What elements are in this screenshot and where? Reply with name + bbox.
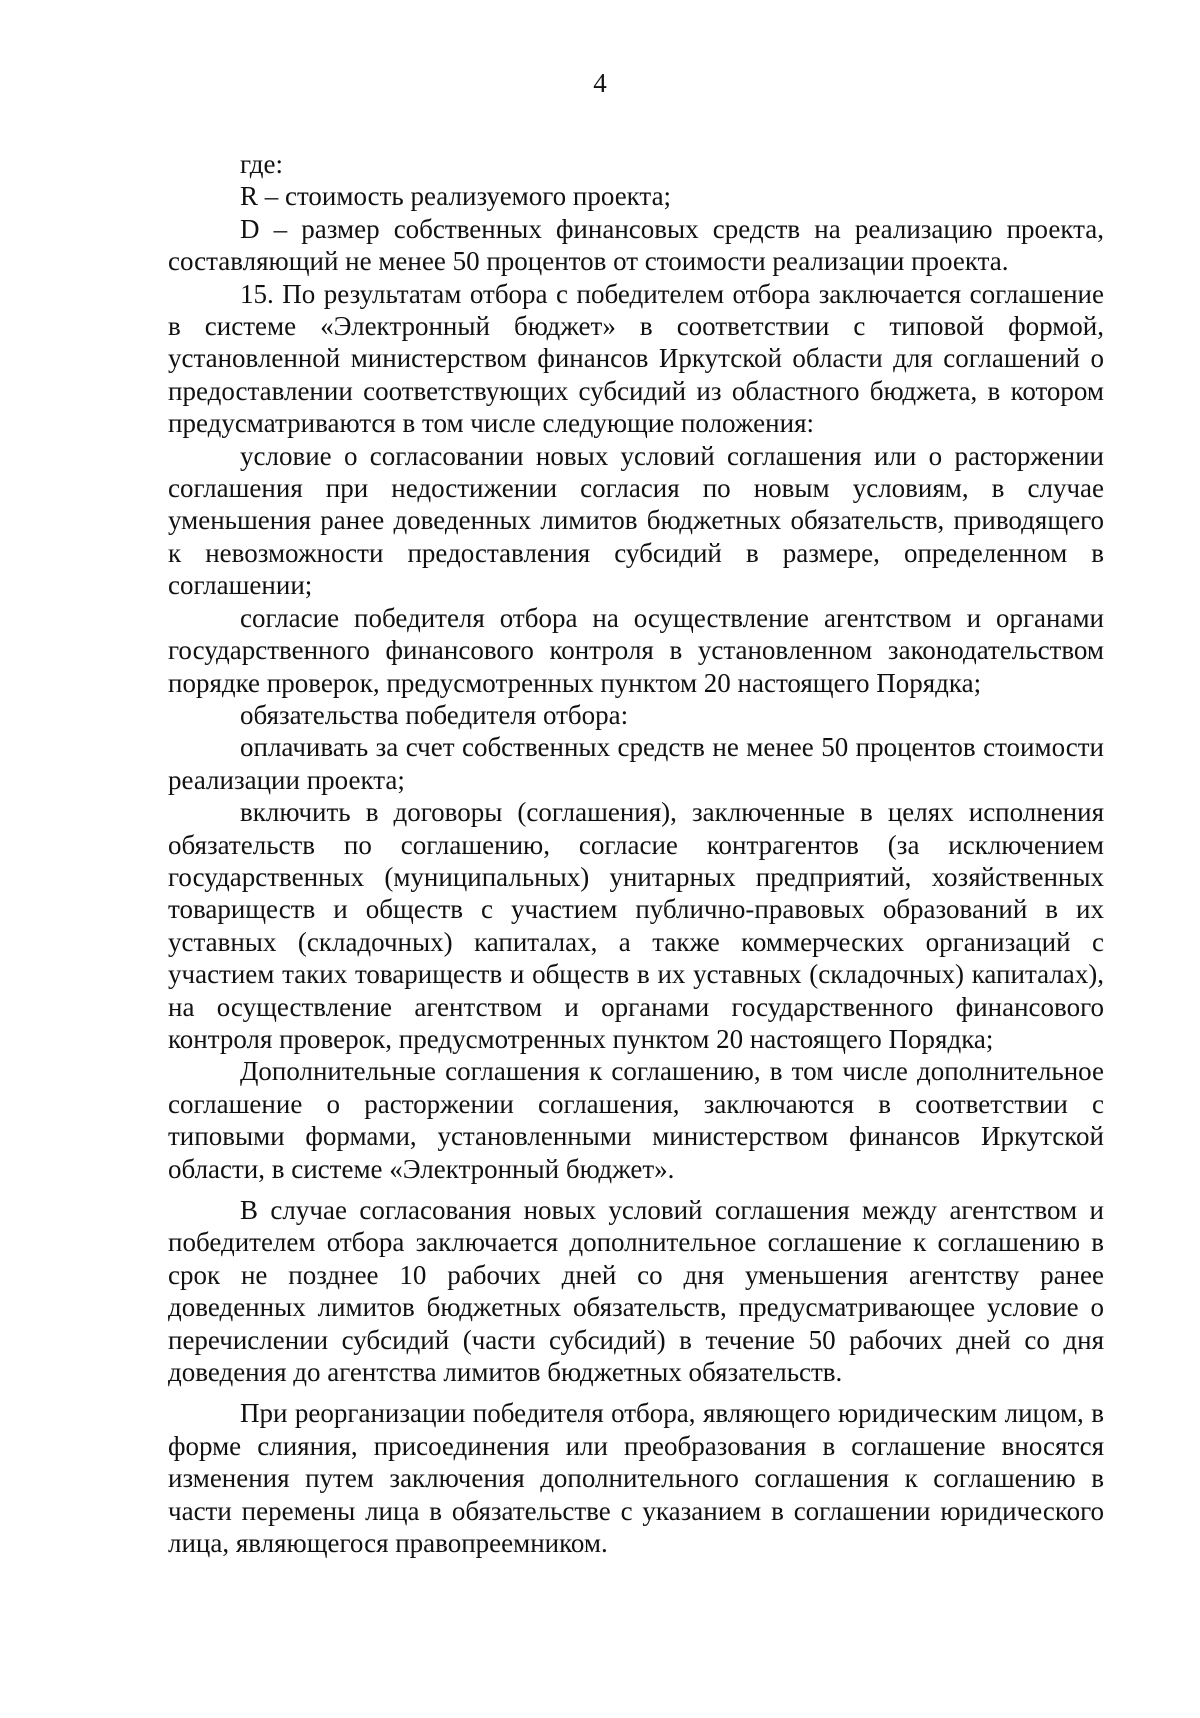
paragraph-include-contracts: включить в договоры (соглашения), заключенные в целях исполнения обязательств по соглашению, согласие контрагентов (за исключением государственных (муниципальных) унитарных предприятий, хозяйственных товариществ и обществ с участием публично-правовых образований в их уставных (складочных) капиталах, а также коммерческих организаций с участием таких товариществ и обществ в их уставных (складочных) капиталах), на осуществление агентством и органами государственного финансового контроля проверок, предусмотренных пунктом 20 настоящего Порядка; [168, 797, 1104, 1054]
paragraph-consent: согласие победителя отбора на осуществление агентством и органами государственного финансового контроля в установленном законодательством порядке проверок, предусмотренных пунктом 20 настоящего Порядка; [168, 602, 1104, 698]
paragraph-new-conditions: В случае согласования новых условий соглашения между агентством и победителем отбора заключается дополнительное соглашение к соглашению в срок не позднее 10 рабочих дней со дня уменьшения агентству ранее доведенных лимитов бюджетных обязательств, предусматривающее условие о перечислении субсидий (части субсидий) в течение 50 рабочих дней со дня доведения до агентства лимитов бюджетных обязательств. [168, 1195, 1104, 1388]
page-number: 4 [593, 68, 607, 98]
paragraph-obligations: обязательства победителя отбора: [240, 699, 629, 730]
document-body [168, 148, 1104, 1559]
paragraph-condition: условие о согласовании новых условий соглашения или о расторжении соглашения при недостижении согласия по новым условиям, в случае уменьшения ранее доведенных лимитов бюджетных обязательств, приводящего к невозможности предоставления субсидий в размере, определенном в соглашении; [168, 440, 1104, 601]
paragraph-additional-agreements: Дополнительные соглашения к соглашению, в том числе дополнительное соглашение о расторжении соглашения, заключаются в соответствии с типовыми формами, установленными министерством финансов Иркутской области, в системе «Электронный бюджет». [168, 1056, 1104, 1184]
paragraph-d-definition: D – размер собственных финансовых средств на реализацию проекта, составляющий не менее 50 процентов от стоимости реализации проекта. [168, 213, 1104, 277]
paragraph-pay: оплачивать за счет собственных средств не менее 50 процентов стоимости реализации проекта; [168, 732, 1104, 795]
paragraph-where: где: [240, 149, 283, 179]
paragraph-r-definition: R – стоимость реализуемого проекта; [240, 181, 672, 212]
paragraph-item-15: 15. По результатам отбора с победителем отбора заключается соглашение в системе «Электронный бюджет» в соответствии с типовой формой, установленной министерством финансов Иркутской области для соглашений о предоставлении соответствующих субсидий из областного бюджета, в котором предусматриваются в том числе следующие положения: [168, 278, 1104, 439]
paragraph-reorganization: При реорганизации победителя отбора, являющего юридическим лицом, в форме слияния, присоединения или преобразования в соглашение вносятся изменения путем заключения дополнительного соглашения к соглашению в части перемены лица в обязательстве с указанием в соглашении юридического лица, являющегося правопреемником. [168, 1398, 1104, 1559]
